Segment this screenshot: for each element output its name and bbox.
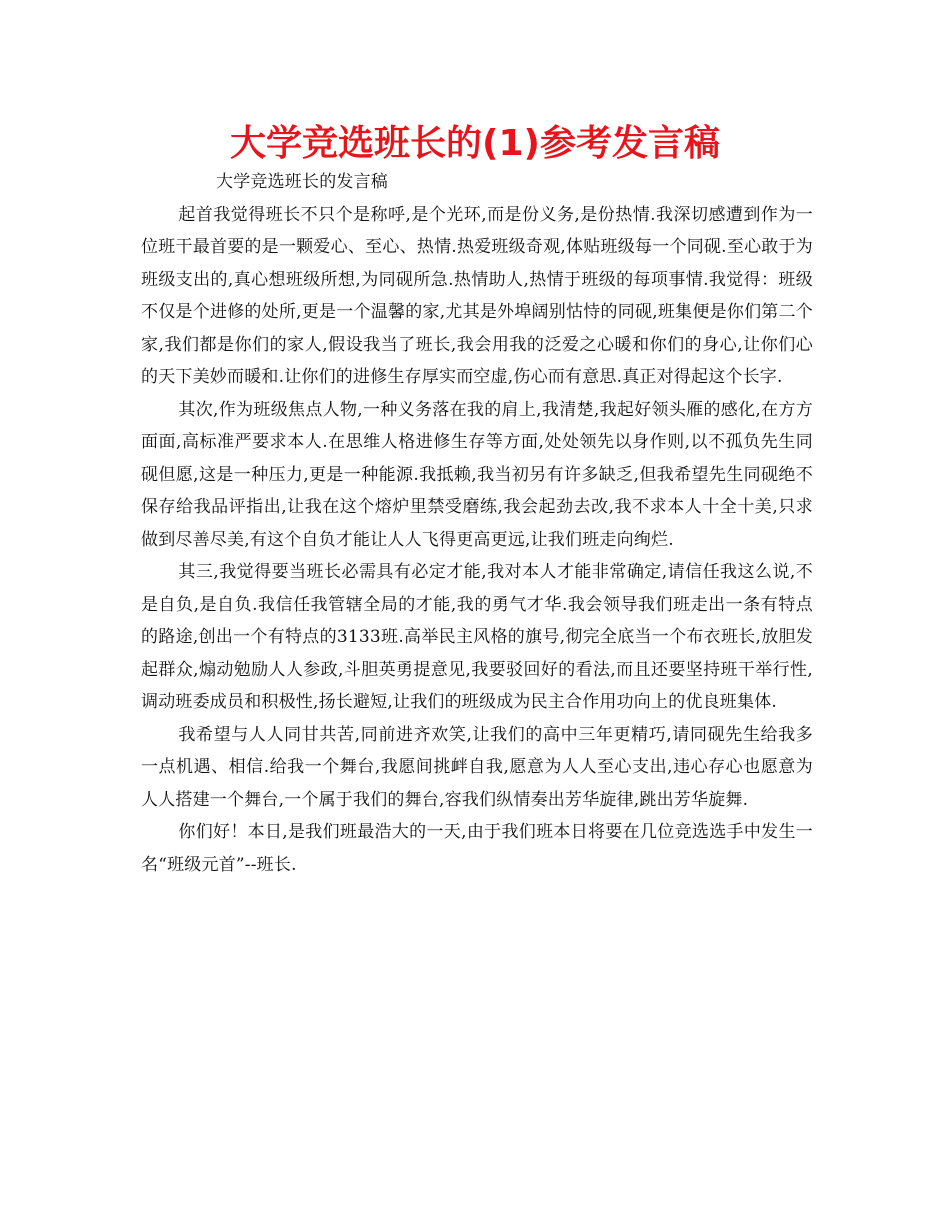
document-title: 大学竞选班长的(1)参考发言稿 bbox=[230, 123, 720, 164]
paragraph-4: 我希望与人人同甘共苦,同前进齐欢笑,让我们的高中三年更精巧,请同砚先生给我多一点机遇、相信.给我一个舞台,我愿间挑衅自我,愿意为人人至心支出,违心存心也愿意为人人搭建一个舞台,一个属于我们的舞台,容我们纵情奏出芳华旋律,跳出芳华旋舞. bbox=[141, 724, 813, 810]
paragraph-2: 其次,作为班级焦点人物,一种义务落在我的肩上,我清楚,我起好领头雁的感化,在方方面面,高标准严要求本人.在思维人格进修生存等方面,处处领先以身作则,以不孤负先生同砚但愿,这是一种压力,更是一种能源.我抵赖,我当初另有许多缺乏,但我希望先生同砚绝不保存给我品评指出,让我在这个熔炉里禁受磨练,我会起劲去改,我不求本人十全十美,只求做到尽善尽美,有这个自负才能让人人飞得更高更远,让我们班走向绚烂. bbox=[141, 399, 813, 550]
paragraph-1: 起首我觉得班长不只个是称呼,是个光环,而是份义务,是份热情.我深切感遭到作为一位班干最首要的是一颗爱心、至心、热情.热爱班级奇观,体贴班级每一个同砚.至心敢于为班级支出的,真心想班级所想,为同砚所急.热情助人,热情于班级的每项事情.我觉得：班级不仅是个进修的处所,更是一个温馨的家,尤其是外埠阔别怙恃的同砚,班集便是你们第二个家,我们都是你们的家人,假设我当了班长,我会用我的泛爱之心暖和你们的身心,让你们心的天下美妙而暖和.让你们的进修生存厚实而空虚,伤心而有意思.真正对得起这个长字. bbox=[141, 204, 813, 387]
document-body bbox=[141, 166, 813, 881]
document-subtitle: 大学竞选班长的发言稿 bbox=[216, 172, 388, 192]
paragraph-5: 你们好！本日,是我们班最浩大的一天,由于我们班本日将要在几位竞选选手中发生一名“班级元首”--班长. bbox=[141, 822, 813, 875]
paragraph-3: 其三,我觉得要当班长必需具有必定才能,我对本人才能非常确定,请信任我这么说,不是自负,是自负.我信任我管辖全局的才能,我的勇气才华.我会领导我们班走出一条有特点的路途,创出一个有特点的3133班.高举民主风格的旗号,彻完全底当一个布衣班长,放胆发起群众,煽动勉励人人参政,斗胆英勇提意见,我要驳回好的看法,而且还要坚持班干举行性,调动班委成员和积极性,扬长避短,让我们的班级成为民主合作用功向上的优良班集体. bbox=[141, 562, 813, 712]
